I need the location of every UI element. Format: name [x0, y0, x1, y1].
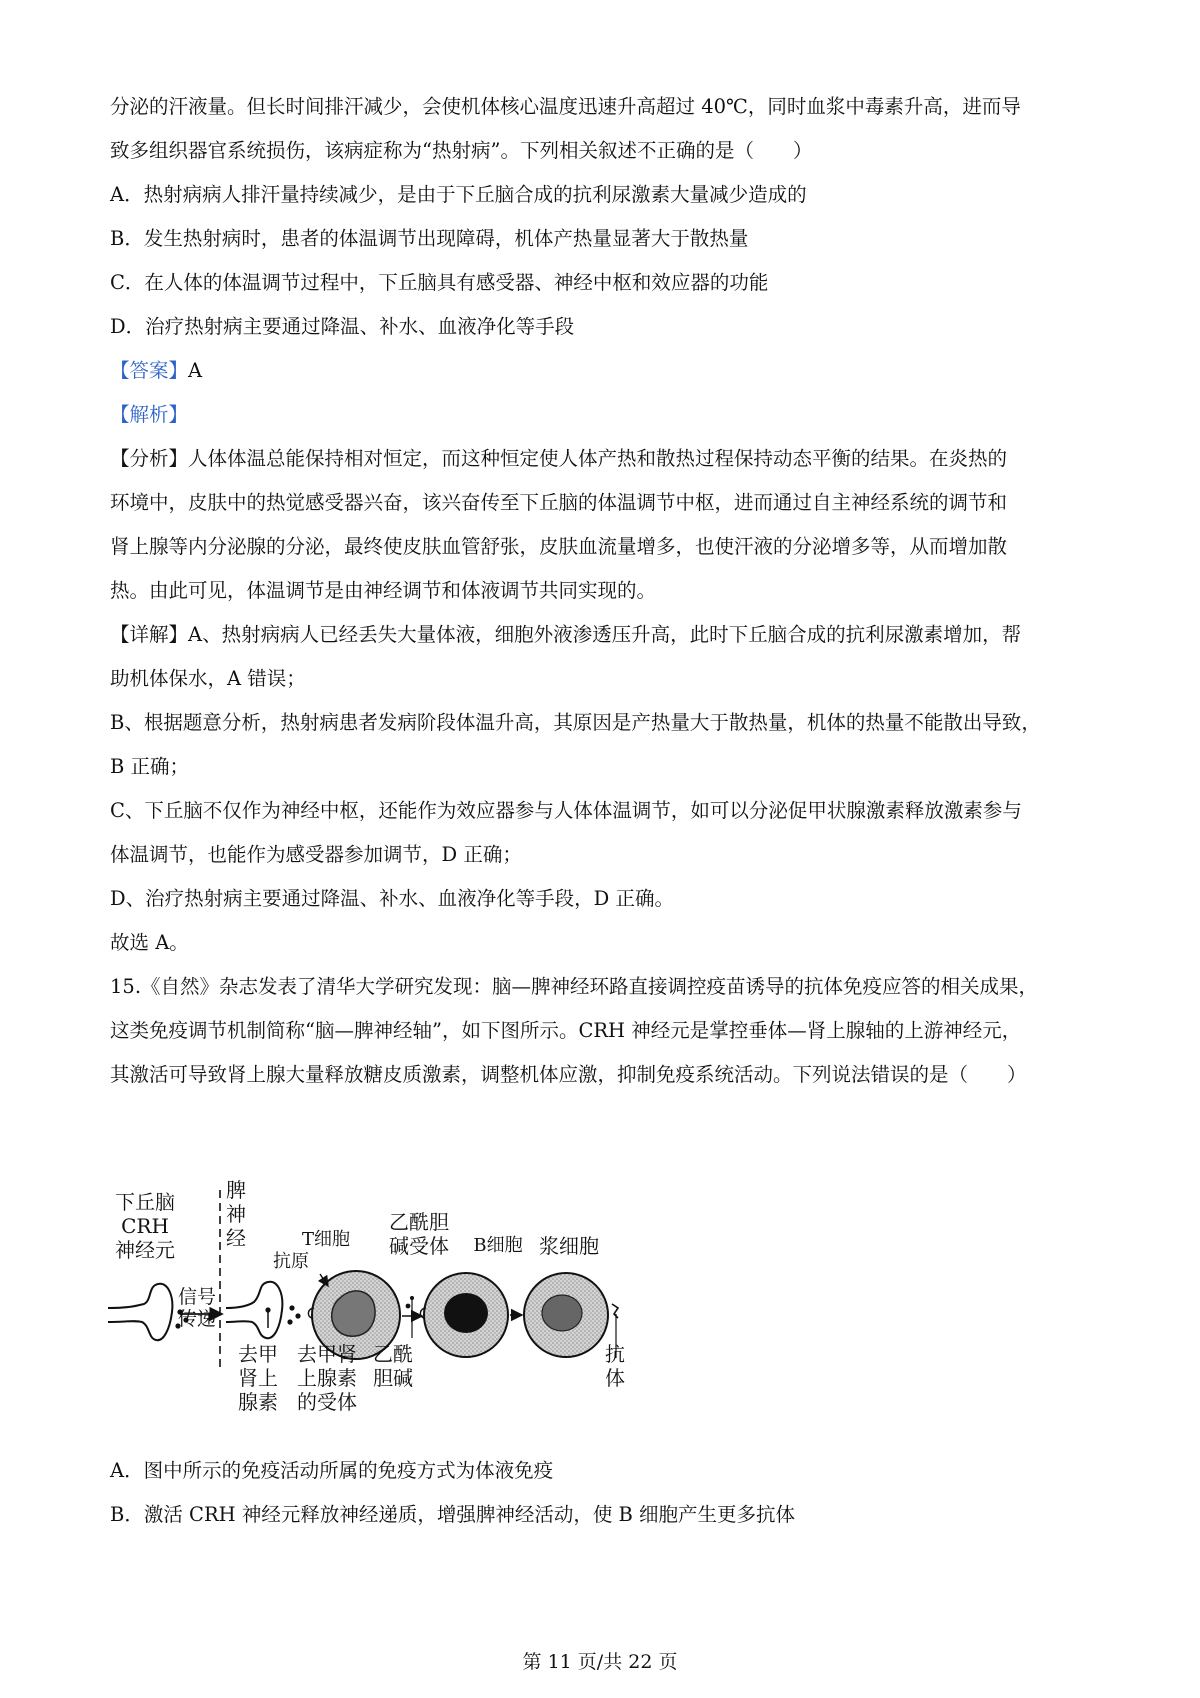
- label-signal-transfer: 信号 传递: [177, 1286, 216, 1330]
- vesicle-dot: [265, 1307, 270, 1312]
- fenxi-line: 肾上腺等内分泌腺的分泌，最终使皮肤血管舒张，皮肤血流量增多，也使汗液的分泌增多等，从而增加散: [110, 535, 1008, 558]
- xiangjie-text: A、热射病病人已经丢失大量体液，细胞外液渗透压升高，此时下丘脑合成的抗利尿激素增加，帮: [188, 623, 1022, 646]
- label-antigen: 抗原: [273, 1251, 309, 1272]
- label-t-cell: T细胞: [301, 1229, 350, 1250]
- question-15-line: 其激活可导致肾上腺大量释放糖皮质激素，调整机体应激，抑制免疫系统活动。下列说法错误的是（ ）: [110, 1063, 1027, 1086]
- option-b: B．发生热射病时，患者的体温调节出现障碍，机体产热量显著大于散热量: [110, 227, 749, 250]
- vesicle-dot: [289, 1305, 294, 1310]
- label-hypothalamus: 下丘脑 CRH 神经元: [115, 1190, 175, 1262]
- option-b-q15: B．激活 CRH 神经元释放神经递质，增强脾神经活动，使 B 细胞产生更多抗体: [110, 1503, 796, 1526]
- xiangjie-tag: 【详解】: [110, 623, 189, 646]
- xiangjie-line: B、根据题意分析，热射病患者发病阶段体温升高，其原因是产热量大于散热量，机体的热量不能散出导致，: [110, 711, 1041, 734]
- xiangjie-line: [110, 620, 1110, 650]
- fenxi-line: 热。由此可见，体温调节是由神经调节和体液调节共同实现的。: [110, 579, 657, 602]
- xiangjie-line: B 正确；: [110, 755, 190, 778]
- option-c: C．在人体的体温调节过程中，下丘脑具有感受器、神经中枢和效应器的功能: [110, 271, 769, 294]
- xiangjie-line: 助机体保水，A 错误；: [110, 667, 306, 690]
- fenxi-tag: 【分析】: [110, 447, 189, 470]
- vesicle-dot: [295, 1313, 300, 1318]
- text-line: 分泌的汗液量。但长时间排汗减少，会使机体核心温度迅速升高超过 40℃，同时血浆中毒素升高，进而导: [110, 95, 1021, 118]
- label-spleen-nerve: 脾 神 经: [226, 1178, 246, 1250]
- label-norepinephrine: 去甲 肾上 腺素: [238, 1342, 278, 1414]
- xiangjie-line: 故选 A。: [110, 931, 189, 954]
- label-ach-receptor: 乙酰胆 碱受体: [389, 1210, 449, 1258]
- fenxi-line: 环境中，皮肤中的热觉感受器兴奋，该兴奋传至下丘脑的体温调节中枢，进而通过自主神经系统的调节和: [110, 491, 1008, 514]
- plasma-cell-nucleus: [542, 1295, 582, 1331]
- b-cell-nucleus: [444, 1293, 488, 1333]
- analysis-tag: 【解析】: [110, 403, 189, 426]
- answer-tag: 【答案】: [110, 359, 189, 382]
- answer-value: A: [188, 359, 203, 382]
- label-plasma-cell: 浆细胞: [539, 1234, 599, 1258]
- answer-line: [110, 356, 1110, 386]
- option-d: D．治疗热射病主要通过降温、补水、血液净化等手段: [110, 315, 575, 338]
- fenxi-text: 人体体温总能保持相对恒定，而这种恒定使人体产热和散热过程保持动态平衡的结果。在炎热的: [188, 447, 1008, 470]
- label-acetylcholine: 乙酰 胆碱: [373, 1342, 413, 1390]
- fenxi-line: [110, 444, 1110, 474]
- question-15-line: 这类免疫调节机制简称“脑—脾神经轴”，如下图所示。CRH 神经元是掌控垂体—肾上腺轴的上游神经元，: [110, 1019, 1022, 1042]
- spleen-nerve-terminal: [226, 1282, 282, 1338]
- xiangjie-line: 体温调节，也能作为感受器参加调节，D 正确；: [110, 843, 522, 866]
- xiangjie-line: D、治疗热射病主要通过降温、补水、血液净化等手段，D 正确。: [110, 887, 674, 910]
- question-15-line: 15.《自然》杂志发表了清华大学研究发现：脑—脾神经环路直接调控疫苗诱导的抗体免疫应答的相关成果，: [110, 975, 1039, 998]
- page-footer: 第 11 页/共 22 页: [522, 1651, 678, 1673]
- option-a: A．热射病病人排汗量持续减少，是由于下丘脑合成的抗利尿激素大量减少造成的: [110, 183, 807, 206]
- antibody-icon: [612, 1304, 618, 1318]
- label-antibody: 抗 体: [605, 1342, 625, 1390]
- crh-neuron-terminal: [108, 1284, 172, 1340]
- label-ne-receptor: 去甲肾 上腺素 的受体: [297, 1342, 357, 1414]
- brain-spleen-axis-figure: [108, 1178, 708, 1430]
- xiangjie-line: C、下丘脑不仅作为神经中枢，还能作为效应器参与人体体温调节，如可以分泌促甲状腺激素释放激素参与: [110, 799, 1022, 822]
- option-a-q15: A．图中所示的免疫活动所属的免疫方式为体液免疫: [110, 1459, 554, 1482]
- label-b-cell: B细胞: [473, 1235, 523, 1256]
- vesicle-dot: [287, 1319, 292, 1324]
- ach-dot: [406, 1304, 411, 1309]
- text-line: 致多组织器官系统损伤，该病症称为“热射病”。下列相关叙述不正确的是（ ）: [110, 139, 813, 162]
